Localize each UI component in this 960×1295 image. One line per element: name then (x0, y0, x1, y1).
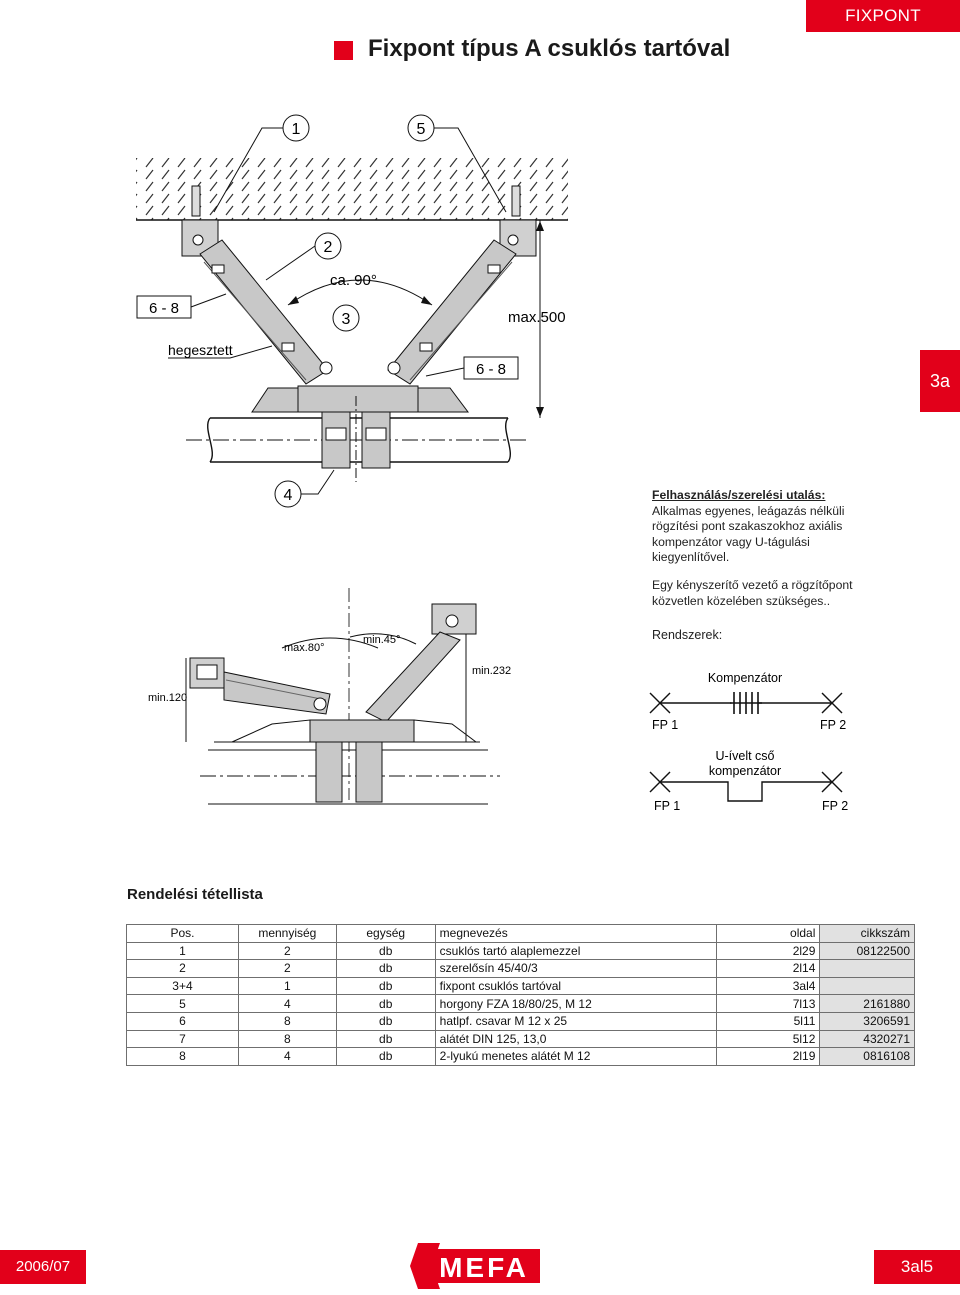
mefa-logo (410, 1241, 550, 1291)
svg-text:6 - 8: 6 - 8 (148, 300, 180, 317)
cell-unit: db (336, 942, 435, 960)
col-unit: egység (336, 925, 435, 943)
svg-text:max.500: max.500 (508, 309, 566, 326)
cell-unit: db (336, 1030, 435, 1048)
table-row (127, 1012, 915, 1030)
cell-code: 3206591 (820, 1012, 915, 1030)
cell-name: 2-lyukú menetes alátét M 12 (435, 1048, 717, 1066)
svg-text:5: 5 (416, 121, 426, 138)
svg-text:FP 1: FP 1 (654, 799, 681, 813)
table-row (127, 1030, 915, 1048)
cell-code: 4320271 (820, 1030, 915, 1048)
cell-code: 2161880 (820, 995, 915, 1013)
section-tab: 3a (920, 350, 960, 412)
cell-pos: 2 (127, 960, 239, 978)
cell-page: 5l12 (717, 1030, 820, 1048)
top-assembly-drawing (0, 100, 960, 520)
svg-text:FP 2: FP 2 (820, 718, 847, 732)
cell-pos: 5 (127, 995, 239, 1013)
page-number: 3al5 (874, 1250, 960, 1284)
usage-line: kompenzátor vagy U-tágulási (652, 534, 810, 549)
order-list-title: Rendelési tétellista (127, 886, 263, 903)
note-line: közvetlen közelében szükséges.. (652, 593, 831, 608)
cell-unit: db (336, 960, 435, 978)
usage-heading: Felhasználás/szerelési utalás: (652, 488, 826, 502)
cell-qty: 2 (238, 942, 336, 960)
svg-text:U-ívelt cső: U-ívelt cső (715, 749, 775, 763)
table-row (127, 995, 915, 1013)
col-pos: Pos. (127, 925, 239, 943)
cell-code: 0816108 (820, 1048, 915, 1066)
cell-name: fixpont csuklós tartóval (435, 977, 717, 995)
svg-text:ca. 90°: ca. 90° (330, 272, 377, 289)
cell-name: horgony FZA 18/80/25, M 12 (435, 995, 717, 1013)
page-title: Fixpont típus A csuklós tartóval (368, 35, 731, 62)
svg-text:min.232: min.232 (472, 665, 512, 677)
order-table (126, 924, 915, 1066)
cell-pos: 7 (127, 1030, 239, 1048)
usage-notes (652, 488, 912, 609)
col-page: oldal (717, 925, 820, 943)
cell-name: hatlpf. csavar M 12 x 25 (435, 1012, 717, 1030)
angle-variants-drawing (140, 580, 520, 810)
cell-page: 3al4 (717, 977, 820, 995)
cell-pos: 1 (127, 942, 239, 960)
cell-pos: 6 (127, 1012, 239, 1030)
table-row (127, 942, 915, 960)
col-name: megnevezés (435, 925, 717, 943)
cell-pos: 8 (127, 1048, 239, 1066)
cell-qty: 8 (238, 1012, 336, 1030)
cell-name: alátét DIN 125, 13,0 (435, 1030, 717, 1048)
systems-diagram (640, 660, 860, 820)
svg-text:max.80°: max.80° (284, 642, 325, 654)
cell-unit: db (336, 1048, 435, 1066)
svg-text:min.120: min.120 (148, 692, 188, 704)
usage-line: kiegyenlítővel. (652, 550, 730, 565)
cell-page: 2l29 (717, 942, 820, 960)
col-qty: mennyiség (238, 925, 336, 943)
svg-text:3: 3 (341, 311, 351, 328)
svg-text:kompenzátor: kompenzátor (708, 764, 782, 778)
svg-text:hegesztett: hegesztett (168, 342, 233, 358)
cell-code: 08122500 (820, 942, 915, 960)
svg-text:6 - 8: 6 - 8 (475, 361, 507, 378)
svg-text:1: 1 (291, 121, 301, 138)
table-row (127, 960, 915, 978)
cell-code (820, 960, 915, 978)
usage-line: Alkalmas egyenes, leágazás nélküli (652, 503, 845, 518)
cell-page: 7l13 (717, 995, 820, 1013)
cell-qty: 2 (238, 960, 336, 978)
edition-year: 2006/07 (0, 1250, 86, 1284)
svg-text:FP 2: FP 2 (822, 799, 849, 813)
svg-text:min.45°: min.45° (363, 634, 401, 646)
cell-pos: 3+4 (127, 977, 239, 995)
cell-page: 2l19 (717, 1048, 820, 1066)
svg-text:2: 2 (323, 239, 333, 256)
cell-unit: db (336, 977, 435, 995)
title-marker (334, 41, 353, 60)
svg-text:MEFA: MEFA (439, 1252, 529, 1283)
cell-page: 5l11 (717, 1012, 820, 1030)
table-header-row (127, 925, 915, 943)
cell-unit: db (336, 995, 435, 1013)
cell-name: csuklós tartó alaplemezzel (435, 942, 717, 960)
note-line: Egy kényszerítő vezető a rögzítőpont (652, 577, 853, 592)
cell-code (820, 977, 915, 995)
svg-text:4: 4 (283, 487, 293, 504)
table-row (127, 977, 915, 995)
cell-qty: 4 (238, 1048, 336, 1066)
category-badge: FIXPONT (806, 0, 960, 32)
systems-label: Rendszerek: (652, 628, 723, 642)
svg-text:Kompenzátor: Kompenzátor (707, 671, 783, 685)
cell-name: szerelősín 45/40/3 (435, 960, 717, 978)
svg-text:FP 1: FP 1 (652, 718, 679, 732)
cell-qty: 8 (238, 1030, 336, 1048)
cell-qty: 1 (238, 977, 336, 995)
col-code: cikkszám (820, 925, 915, 943)
cell-qty: 4 (238, 995, 336, 1013)
cell-unit: db (336, 1012, 435, 1030)
cell-page: 2l14 (717, 960, 820, 978)
table-row (127, 1048, 915, 1066)
usage-line: rögzítési pont szakaszokhoz axiális (652, 519, 843, 534)
